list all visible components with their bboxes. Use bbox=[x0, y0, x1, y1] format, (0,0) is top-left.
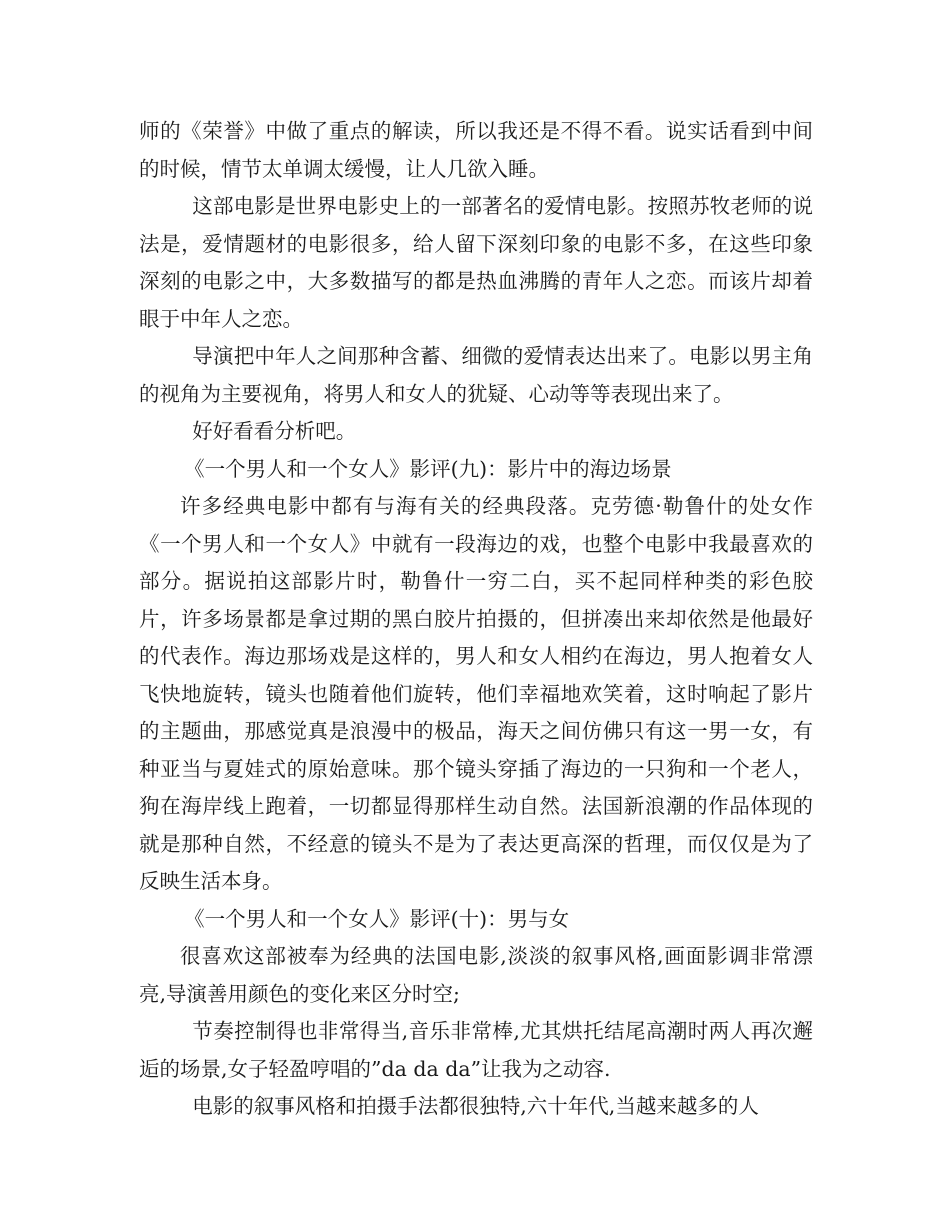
section-heading-review-9: 《一个男人和一个女人》影评(九)：影片中的海边场景 bbox=[184, 456, 672, 481]
paragraph-romance-film: 这部电影是世界电影史上的一部著名的爱情电影。按照苏牧老师的说法是，爱情题材的电影很多，给人留下深刻印象的电影不多，在这些印象深刻的电影之中，大多数描写的都是热血沸腾的青年人之恋。而该片却着眼于中年人之恋。 bbox=[139, 194, 813, 331]
paragraph-rhythm-music: 节奏控制得也非常得当,音乐非常棒,尤其烘托结尾高潮时两人再次邂逅的场景,女子轻盈哼唱的”da da da”让我为之动容. bbox=[139, 1019, 813, 1081]
paragraph-beach-scene: 许多经典电影中都有与海有关的经典段落。克劳德·勒鲁什的处女作《一个男人和一个女人》中就有一段海边的戏，也整个电影中我最喜欢的部分。据说拍这部影片时，勒鲁什一穷二白，买不起同样种类的彩色胶片，许多场景都是拿过期的黑白胶片拍摄的，但拼凑出来却依然是他最好的代表作。海边那场戏是这样的，男人和女人相约在海边，男人抱着女人飞快地旋转，镜头也随着他们旋转，他们幸福地欢笑着，这时响起了影片的主题曲，那感觉真是浪漫中的极品，海天之间仿佛只有这一男一女，有种亚当与夏娃式的原始意味。那个镜头穿插了海边的一只狗和一个老人，狗在海岸线上跑着，一切都显得那样生动自然。法国新浪潮的作品体现的就是那种自然，不经意的镜头不是为了表达更高深的哲理，而仅仅是为了反映生活本身。 bbox=[139, 494, 813, 893]
section-heading-review-10: 《一个男人和一个女人》影评(十)：男与女 bbox=[184, 906, 570, 931]
paragraph-watch-analysis: 好好看看分析吧。 bbox=[192, 419, 357, 443]
paragraph-narrative-style: 电影的叙事风格和拍摄手法都很独特,六十年代,当越来越多的人 bbox=[192, 1094, 759, 1118]
document-body bbox=[139, 113, 813, 1126]
paragraph-director: 导演把中年人之间那种含蓄、细微的爱情表达出来了。电影以男主角的视角为主要视角，将男人和女人的犹疑、心动等等表现出来了。 bbox=[139, 344, 813, 406]
paragraph-continuation: 师的《荣誉》中做了重点的解读，所以我还是不得不看。说实话看到中间的时候，情节太单调太缓慢，让人几欲入睡。 bbox=[139, 119, 813, 181]
paragraph-classic-french-film: 很喜欢这部被奉为经典的法国电影,淡淡的叙事风格,画面影调非常漂亮,导演善用颜色的变化来区分时空; bbox=[139, 944, 813, 1006]
